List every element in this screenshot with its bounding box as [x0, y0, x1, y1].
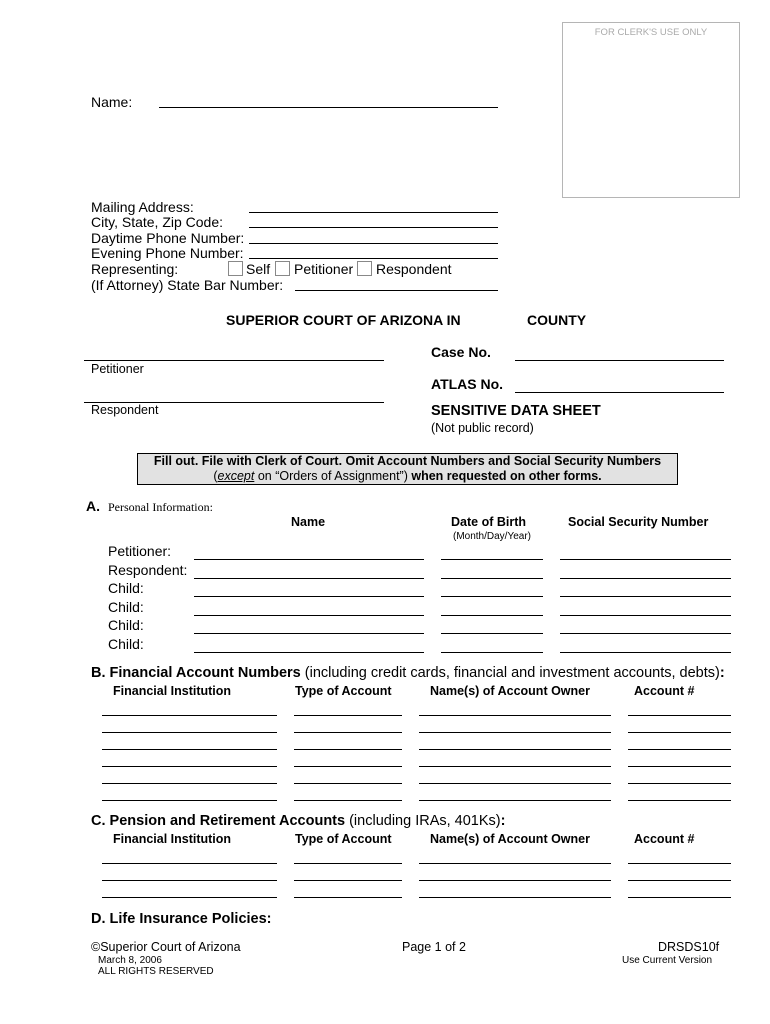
b-row-2-account[interactable] [628, 732, 731, 733]
b-row-5-account[interactable] [628, 783, 731, 784]
daytime-phone-label: Daytime Phone Number: [91, 230, 245, 246]
b-row-3-owner[interactable] [419, 749, 611, 750]
footer-date: March 8, 2006 [98, 955, 162, 966]
notice-line-1: Fill out. File with Clerk of Court. Omit Account Numbers and Social Security Numbers [153, 454, 662, 468]
evening-phone-field[interactable] [249, 258, 498, 259]
representing-label: Representing: [91, 261, 179, 277]
self-option-label: Self [246, 261, 271, 277]
b-col-account: Account # [634, 684, 695, 698]
b-col-institution: Financial Institution [113, 684, 232, 698]
b-row-4-type[interactable] [294, 766, 402, 767]
b-row-2-owner[interactable] [419, 732, 611, 733]
petitioner-dob-line[interactable] [441, 559, 543, 560]
section-d-heading [91, 911, 272, 927]
row-label-petitioner: Petitioner: [108, 543, 172, 559]
case-no-label: Case No. [431, 344, 491, 360]
b-row-4-owner[interactable] [419, 766, 611, 767]
name-field[interactable] [159, 107, 498, 108]
section-b-subtitle: (including credit cards, financial and investment accounts, debts) [300, 665, 720, 681]
child-2-ssn-line[interactable] [560, 615, 731, 616]
row-label-child-4: Child: [108, 636, 144, 652]
daytime-phone-field[interactable] [249, 243, 498, 244]
state-bar-field[interactable] [295, 290, 498, 291]
c-row-2-owner[interactable] [419, 880, 611, 881]
child-1-name-line[interactable] [194, 596, 424, 597]
c-col-type: Type of Account [295, 832, 392, 846]
b-row-3-institution[interactable] [102, 749, 277, 750]
section-d-letter: D. [91, 911, 106, 927]
petitioner-option-label: Petitioner [294, 261, 354, 277]
col-name-header: Name [291, 515, 326, 529]
child-1-ssn-line[interactable] [560, 596, 731, 597]
b-row-2-type[interactable] [294, 732, 402, 733]
c-col-account: Account # [634, 832, 695, 846]
sheet-title: SENSITIVE DATA SHEET [431, 403, 601, 419]
section-b-colon: : [719, 665, 725, 681]
row-label-child-2: Child: [108, 599, 144, 615]
child-3-dob-line[interactable] [441, 633, 543, 634]
notice-except: except [217, 469, 255, 483]
b-row-2-institution[interactable] [102, 732, 277, 733]
case-no-field[interactable] [515, 360, 724, 361]
b-row-6-owner[interactable] [419, 800, 611, 801]
child-4-name-line[interactable] [194, 652, 424, 653]
b-row-5-owner[interactable] [419, 783, 611, 784]
row-label-child-3: Child: [108, 617, 144, 633]
clerk-use-box [562, 22, 740, 198]
county-label: COUNTY [527, 312, 587, 328]
row-label-child-1: Child: [108, 580, 144, 596]
footer-version: Use Current Version [622, 955, 713, 966]
col-dob-subheader: (Month/Day/Year) [453, 531, 531, 542]
notice-open-paren: ( [213, 469, 218, 483]
c-row-2-institution[interactable] [102, 880, 277, 881]
row-label-respondent: Respondent: [108, 562, 188, 578]
petitioner-ssn-line[interactable] [560, 559, 731, 560]
b-row-4-institution[interactable] [102, 766, 277, 767]
notice-line-2 [138, 469, 677, 484]
clerk-use-label: FOR CLERK'S USE ONLY [594, 27, 708, 38]
section-b-heading [91, 665, 725, 681]
c-row-1-institution[interactable] [102, 863, 277, 864]
section-c-subtitle: (including IRAs, 401Ks) [345, 813, 501, 829]
evening-phone-label: Evening Phone Number: [91, 245, 244, 261]
atlas-no-label: ATLAS No. [431, 376, 504, 392]
city-state-zip-label: City, State, Zip Code: [91, 214, 224, 230]
section-c-colon: : [500, 813, 506, 829]
c-row-3-owner[interactable] [419, 897, 611, 898]
b-row-1-owner[interactable] [419, 715, 611, 716]
city-state-zip-field[interactable] [249, 227, 498, 228]
col-dob-header: Date of Birth [451, 515, 526, 529]
child-2-name-line[interactable] [194, 615, 424, 616]
sheet-subtitle: (Not public record) [431, 421, 534, 435]
b-col-type: Type of Account [295, 684, 392, 698]
notice-orders: on “Orders of Assignment”) [254, 469, 408, 483]
section-b-letter: B. [91, 665, 106, 681]
b-row-5-institution[interactable] [102, 783, 277, 784]
b-row-1-account[interactable] [628, 715, 731, 716]
child-3-name-line[interactable] [194, 633, 424, 634]
respondent-dob-line[interactable] [441, 578, 543, 579]
mailing-address-field[interactable] [249, 212, 498, 213]
court-title: SUPERIOR COURT OF ARIZONA IN [226, 312, 461, 328]
footer-form-id: DRSDS10f [658, 940, 720, 954]
c-col-owner: Name(s) of Account Owner [430, 832, 590, 846]
c-row-1-account[interactable] [628, 863, 731, 864]
col-ssn-header: Social Security Number [568, 515, 709, 529]
footer-rights: ALL RIGHTS RESERVED [98, 966, 214, 977]
b-row-6-type[interactable] [294, 800, 402, 801]
section-a-letter: A. [86, 498, 100, 514]
petitioner-name-line[interactable] [194, 559, 424, 560]
c-row-3-type[interactable] [294, 897, 402, 898]
section-b-title: Financial Account Numbers [109, 665, 301, 681]
c-row-2-account[interactable] [628, 880, 731, 881]
b-row-5-type[interactable] [294, 783, 402, 784]
section-c-heading [91, 813, 505, 829]
respondent-name-line[interactable] [194, 578, 424, 579]
b-row-3-account[interactable] [628, 749, 731, 750]
c-col-institution: Financial Institution [113, 832, 232, 846]
notice-when-requested: when requested on other forms. [407, 469, 602, 483]
b-col-owner: Name(s) of Account Owner [430, 684, 590, 698]
petitioner-caption: Petitioner [91, 362, 144, 376]
child-4-dob-line[interactable] [441, 652, 543, 653]
b-row-1-institution[interactable] [102, 715, 277, 716]
c-row-3-institution[interactable] [102, 897, 277, 898]
self-checkbox[interactable] [228, 261, 243, 276]
section-d-title: Life Insurance Policies: [109, 911, 272, 927]
section-a-title: Personal Information: [108, 500, 213, 514]
respondent-caption: Respondent [91, 403, 159, 417]
child-2-dob-line[interactable] [441, 615, 543, 616]
instructions-notice [137, 453, 678, 485]
footer-page-number: Page 1 of 2 [402, 940, 466, 954]
b-row-6-institution[interactable] [102, 800, 277, 801]
b-row-3-type[interactable] [294, 749, 402, 750]
petitioner-name-field[interactable] [84, 360, 384, 361]
b-row-4-account[interactable] [628, 766, 731, 767]
c-row-3-account[interactable] [628, 897, 731, 898]
child-3-ssn-line[interactable] [560, 633, 731, 634]
c-row-1-owner[interactable] [419, 863, 611, 864]
b-row-1-type[interactable] [294, 715, 402, 716]
petitioner-checkbox[interactable] [275, 261, 290, 276]
respondent-option-label: Respondent [376, 261, 452, 277]
child-1-dob-line[interactable] [441, 596, 543, 597]
child-4-ssn-line[interactable] [560, 652, 731, 653]
c-row-2-type[interactable] [294, 880, 402, 881]
respondent-checkbox[interactable] [357, 261, 372, 276]
atlas-no-field[interactable] [515, 392, 724, 393]
respondent-ssn-line[interactable] [560, 578, 731, 579]
footer-copyright: ©Superior Court of Arizona [91, 940, 241, 954]
section-c-title: Pension and Retirement Accounts [109, 813, 346, 829]
mailing-address-label: Mailing Address: [91, 199, 194, 215]
section-c-letter: C. [91, 813, 106, 829]
b-row-6-account[interactable] [628, 800, 731, 801]
name-label: Name: [91, 94, 133, 110]
c-row-1-type[interactable] [294, 863, 402, 864]
state-bar-label: (If Attorney) State Bar Number: [91, 277, 284, 293]
